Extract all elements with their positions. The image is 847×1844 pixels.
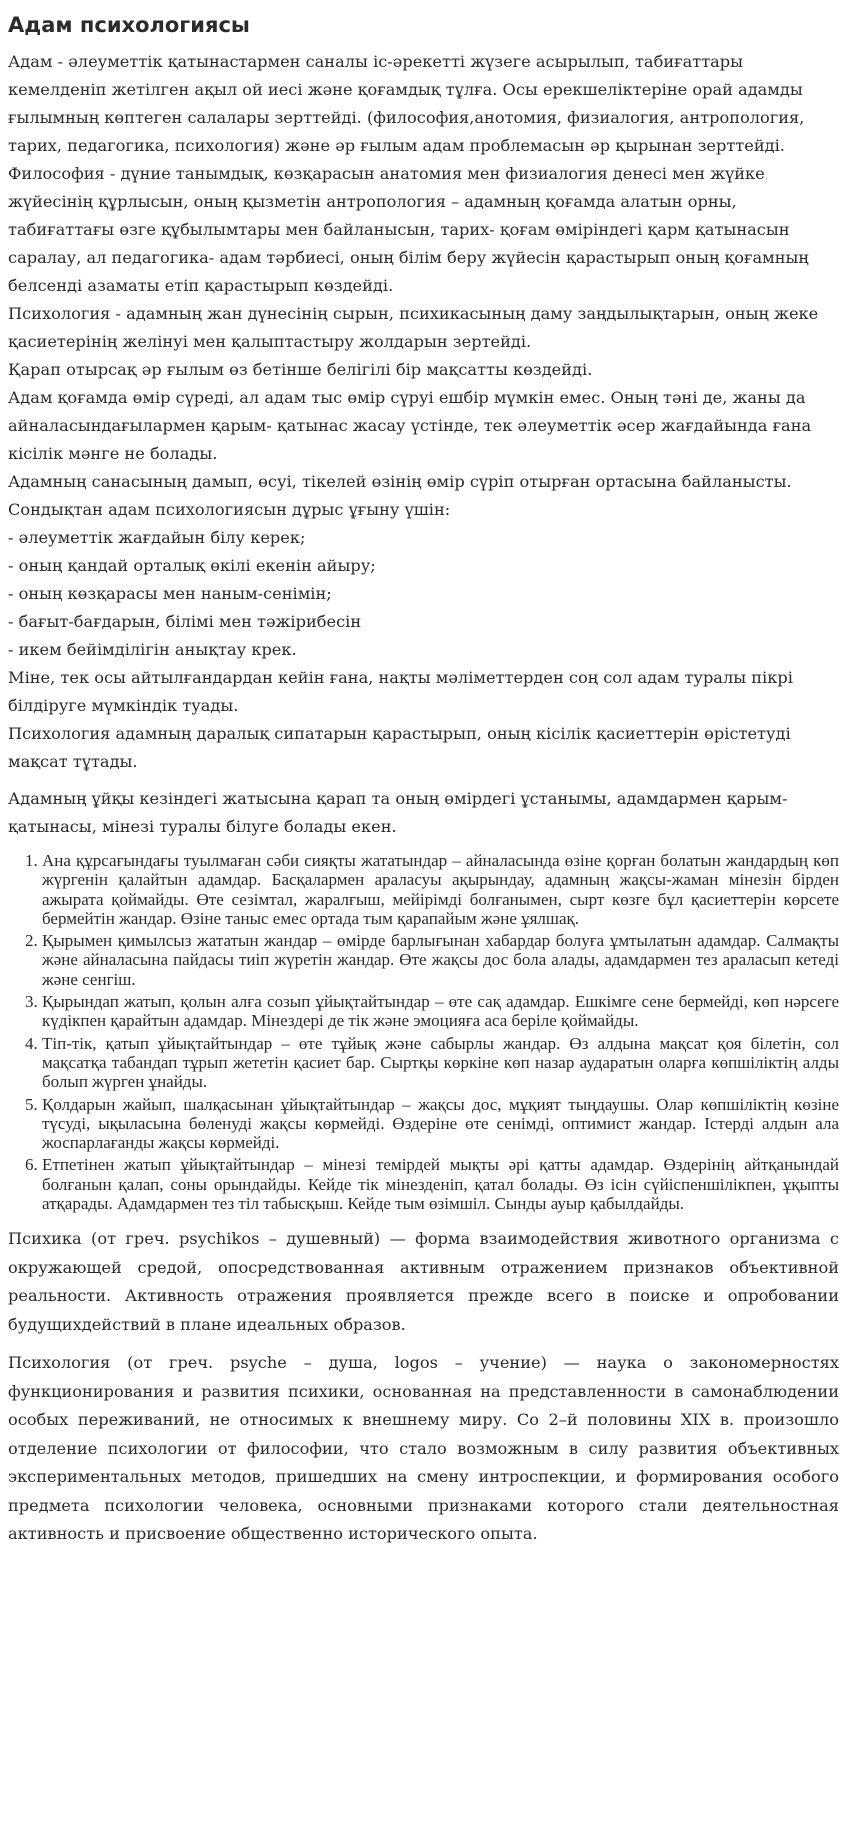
sleep-position-item: 3. Қырындап жатып, қолын алға созып ұйықтайтындар – өте сақ адамдар. Ешкімге сене бермейді, көп нәрсеге күдікпен қарайтын адамдар. Мінездері де тік және эмоцияға аса беріле қоймайды. — [42, 992, 839, 1031]
intro-list-item: - бағыт-бағдарын, білімі мен тәжірибесін — [8, 612, 362, 631]
intro-list-item: - икем бейімділігін анықтау крек. — [8, 640, 297, 659]
sleep-position-item: 1. Ана құрсағындағы туылмаған сәби сияқты жататындар – айналасында өзіне қорған болатын жандардың көп жүргенін қалайтын адамдар. Басқалармен араласуы ақырындау, адамның жақсы-жаман мінезін бірден ажырата қоймайды. Өте сезімтал, жаралғыш, мейірімді болғанымен, сырт көзге бұл қасиеттерін көрсете бермейтін жандар. Өзіне таныс емес ортада тым қарапайым және ұялшақ. — [42, 851, 839, 928]
sleep-positions-list — [8, 851, 839, 1213]
sleep-position-item: 5. Қолдарын жайып, шалқасынан ұйықтайтындар – жақсы дос, мұқият тыңдаушы. Олар көпшіліктің көзіне түсуді, ықыласына бөленуді жақсы көрмейді. Өздеріне өте сенімді, оптимист жандар. Істерді алдын ала жоспарлағанды жақсы көрмейді. — [42, 1095, 839, 1153]
intro-list-item: - оның көзқарасы мен наным-сенімін; — [8, 584, 332, 603]
intro-paragraph: Адам қоғамда өмір сүреді, ал адам тыс өмір сүруі ешбір мүмкін емес. Оның тәні де, жаны да айналасындағылармен қарым- қатынас жасау үстінде, тек әлеуметтік әсер жағдайында ғана кісілік мәнге не болады. — [8, 388, 812, 463]
psyche-definition: Психика (от греч. psychikos – душевный) — форма взаимодействия животного организма с окружающей средой, опосредствованная активным отражением признаков объективной реальности. Активность отражения проявляется прежде всего в поиске и опробовании будущихдействий в плане идеальных образов. — [8, 1229, 839, 1334]
intro-paragraph: Адамның санасының дамып, өсуі, тікелей өзінің өмір сүріп отырған ортасына байланысты. Сондықтан адам психологиясын дұрыс ұғыну үшін: — [8, 472, 792, 519]
sleep-position-item: 2. Қырымен қимылсыз жататын жандар – өмірде барлығынан хабардар болуға ұмтылатын адамдар. Салмақты және айналасына пайдасы тиіп жүретін жандар. Өте жақсы дос бола алады, адамдармен тез араласып кетеді және сенгіш. — [42, 931, 839, 989]
intro-paragraph: Міне, тек осы айтылғандардан кейін ғана, нақты мәліметтерден соң сол адам туралы пікрі білдіруге мүмкіндік туады. — [8, 668, 793, 715]
page-title: Адам психологиясы — [8, 13, 250, 37]
intro-list-item: - оның қандай орталық өкілі екенін айыру; — [8, 556, 376, 575]
intro-paragraph: Психология - адамның жан дүнесінің сырын, психикасының даму заңдылықтарын, оның жеке қасиетерінің желінуі мен қалыптастыру жолдарын зертейді. — [8, 304, 819, 351]
sleep-position-item: 6. Етпетінен жатып ұйықтайтындар – мінезі темірдей мықты әрі қатты адамдар. Өздерінің айтқанындай болғанын қалап, соны орындайды. Кейде тік мінезденіп, қатал болады. Өз ісін сүйіспеншілікпен, ұқыпты атқарады. Адамдармен тез тіл табысқыш. Кейде тым өзімшіл. Сынды ауыр қабылдайды. — [42, 1155, 839, 1213]
intro-section — [8, 48, 839, 776]
intro-paragraph: Адам - әлеуметтік қатынастармен саналы іс-әрекетті жүзеге асырылып, табиғаттары кемелденіп жетілген ақыл ой иесі және қоғамдық тұлға. Осы ерекшеліктеріне орай адамды ғылымның көптеген салалары зерттейді. (философия,анотомия, физиалогия, антропология, тарих, педагогика, психология) және әр ғылым адам проблемасын әр қырынан зерттейді. — [8, 52, 805, 155]
intro-paragraph: Психология адамның даралық сипатарын қарастырып, оның кісілік қасиеттерін өрістетуді мақсат тұтады. — [8, 724, 791, 771]
sleep-position-item: 4. Тіп-тік, қатып ұйықтайтындар – өте тұйық және сабырлы жандар. Өз алдына мақсат қоя білетін, сол мақсатқа табандап тұрып жететін қасиет бар. Сыртқы көркіне көп назар аударатын оларға көпшіліктің алды болып жүрген ұнайды. — [42, 1034, 839, 1092]
sleep-intro: Адамның ұйқы кезіндегі жатысына қарап та оның өмірдегі ұстанымы, адамдармен қарым-қатынасы, мінезі туралы білуге болады екен. — [8, 789, 788, 836]
intro-list-item: - әлеуметтік жағдайын білу керек; — [8, 528, 306, 547]
intro-paragraph: Қарап отырсақ әр ғылым өз бетінше белігілі бір мақсатты көздейді. — [8, 360, 593, 379]
intro-paragraph: Философия - дүние танымдық, көзқарасын анатомия мен физиалогия денесі мен жүйке жүйесінің құрлысын, оның қызметін антропология – адамның қоғамда алатын орны, табиғаттағы өзге құбылымтары мен байланысын, тарих- қоғам өміріндегі қарм қатынасын саралау, ал педагогика- адам тәрбиесі, оның білім беру жүйесін қарастырып оның қоғамның белсенді азаматы етіп қарастырып көздейді. — [8, 164, 809, 295]
psychology-definition: Психология (от греч. psyche – душа, logos – учение) — наука о закономерностях функционирования и развития психики, основанная на представленности в самонаблюдении особых переживаний, не относимых к внешнему миру. Со 2–й половины XIX в. произошло отделение психологии от философии, что стало возможным в силу развития объективных экспериментальных методов, пришедших на смену интроспекции, и формирования особого предмета психологии человека, основными признаками которого стали деятельностная активность и присвоение общественно исторического опыта. — [8, 1353, 839, 1544]
section-spacer — [8, 776, 839, 785]
